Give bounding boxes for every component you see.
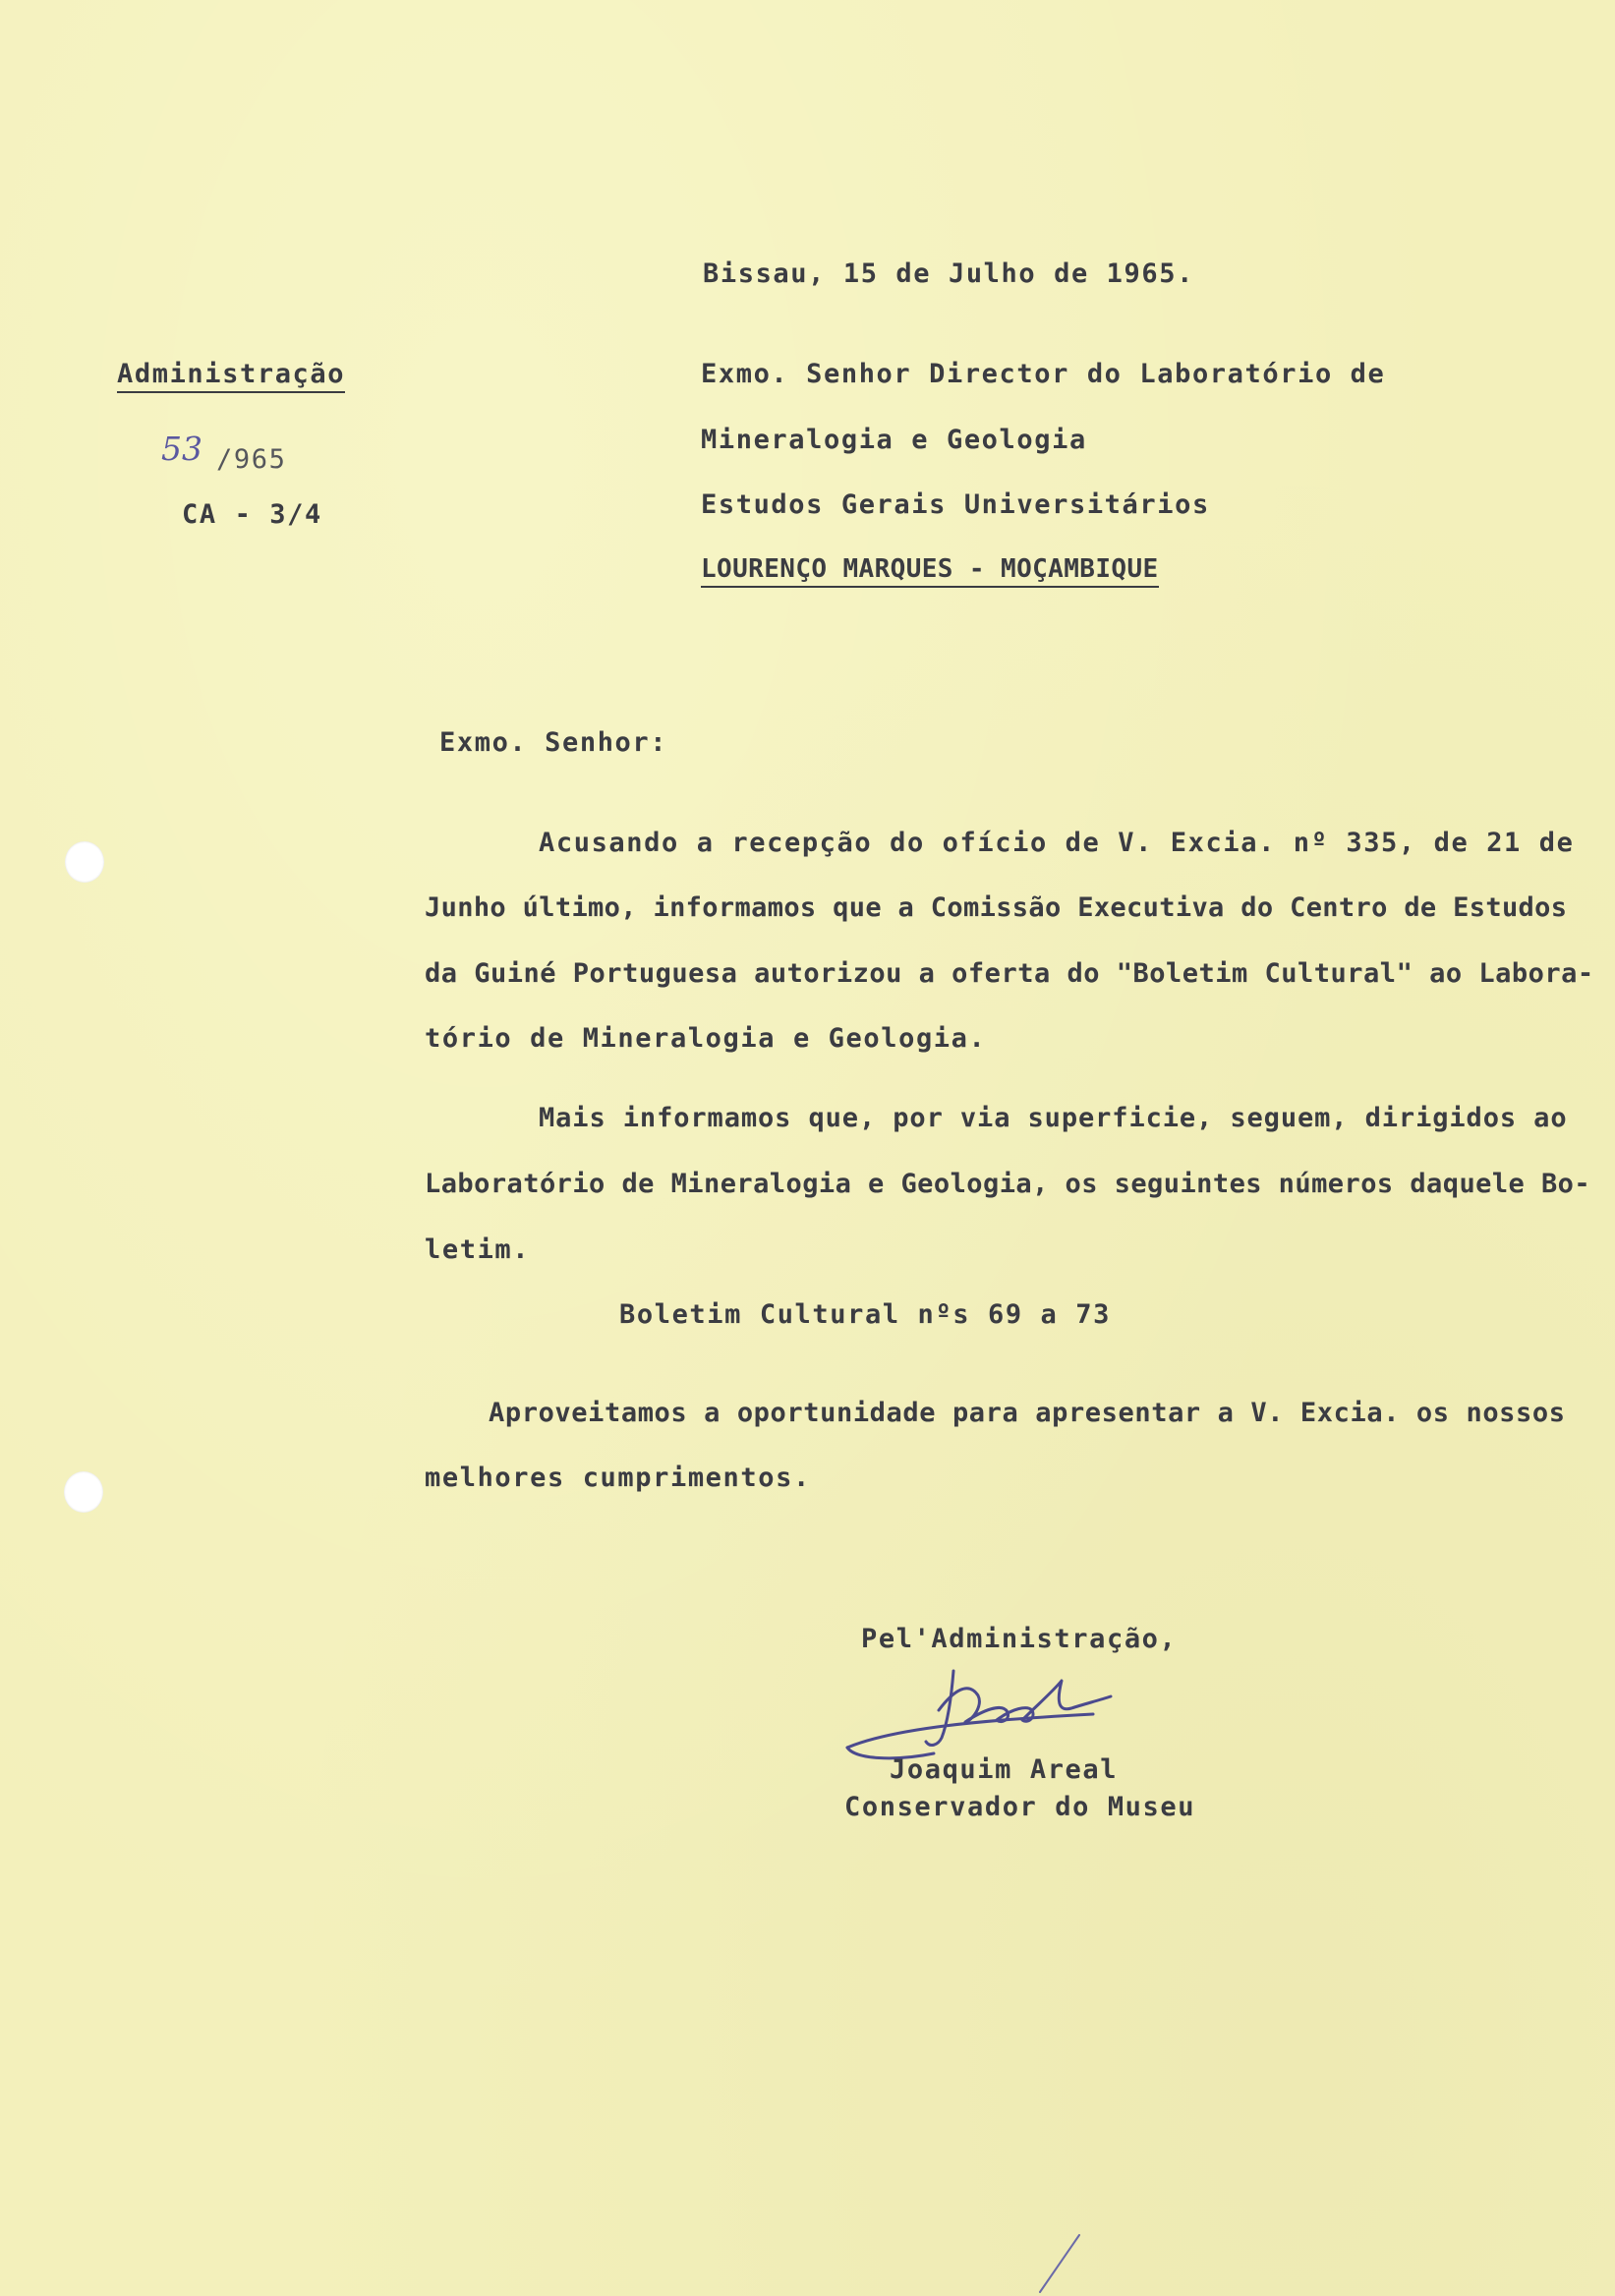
on-behalf-line: Pel'Administração,	[861, 1624, 1178, 1654]
paragraph1-line-1: Acusando a recepção do ofício de V. Excia. nº 335, de 21 de	[539, 828, 1575, 858]
paragraph2-line-2: Laboratório de Mineralogia e Geologia, os seguintes números daquele Bo-	[425, 1169, 1591, 1199]
date-line: Bissau, 15 de Julho de 1965.	[703, 258, 1194, 289]
sender-department: Administração	[117, 359, 345, 393]
reference-code: CA - 3/4	[182, 499, 322, 530]
reference-year: /965	[216, 444, 287, 475]
paragraph2-line-1: Mais informamos que, por via superficie, seguem, dirigidos ao	[539, 1103, 1568, 1133]
closing-line-2: melhores cumprimentos.	[425, 1463, 811, 1493]
recipient-line-4: LOURENÇO MARQUES - MOÇAMBIQUE	[701, 554, 1159, 588]
paragraph1-line-4: tório de Mineralogia e Geologia.	[425, 1023, 987, 1054]
recipient-line-2: Mineralogia e Geologia	[701, 425, 1087, 455]
paragraph1-line-3: da Guiné Portuguesa autorizou a oferta do "Boletim Cultural" ao Labora-	[425, 958, 1594, 989]
recipient-line-3: Estudos Gerais Universitários	[701, 489, 1210, 520]
paragraph2-line-3: letim.	[425, 1234, 531, 1265]
signatory-title: Conservador do Museu	[844, 1792, 1196, 1822]
punch-hole-bottom	[64, 1471, 103, 1513]
bulletin-numbers-line: Boletim Cultural nºs 69 a 73	[619, 1299, 1111, 1330]
recipient-line-1: Exmo. Senhor Director do Laboratório de	[701, 359, 1386, 389]
reference-number-handwritten: 53	[161, 430, 202, 468]
punch-hole-top	[65, 841, 104, 883]
closing-line-1: Aproveitamos a oportunidade para apresentar a V. Excia. os nossos	[489, 1398, 1566, 1428]
signatory-name: Joaquim Areal	[890, 1754, 1119, 1785]
paragraph1-line-2: Junho último, informamos que a Comissão Executiva do Centro de Estudos	[425, 892, 1568, 923]
pencil-mark	[1032, 2231, 1091, 2296]
salutation: Exmo. Senhor:	[439, 727, 668, 758]
